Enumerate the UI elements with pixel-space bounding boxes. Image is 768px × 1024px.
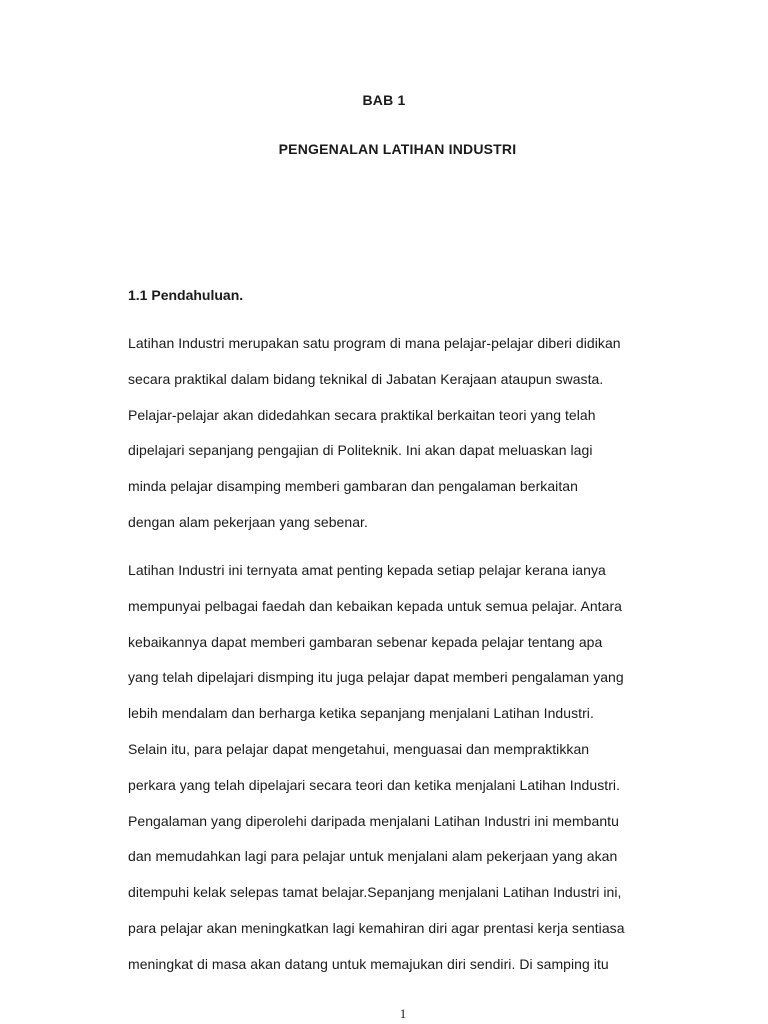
paragraph-line: minda pelajar disamping memberi gambaran dan pengalaman berkaitan [128, 478, 578, 495]
paragraph-line: mempunyai pelbagai faedah dan kebaikan kepada untuk semua pelajar. Antara [128, 597, 622, 614]
paragraph-importance [128, 561, 688, 991]
paragraph-line: dengan alam pekerjaan yang sebenar. [128, 513, 368, 530]
paragraph-line: Pengalaman yang diperolehi daripada menjalani Latihan Industri ini membantu [128, 812, 619, 829]
paragraph-line: perkara yang telah dipelajari secara teori dan ketika menjalani Latihan Industri. [128, 776, 621, 793]
paragraph-line: dan memudahkan lagi para pelajar untuk menjalani alam pekerjaan yang akan [128, 848, 618, 865]
page-number: 1 [399, 1006, 407, 1021]
chapter-label: BAB 1 [362, 92, 406, 108]
paragraph-line: Selain itu, para pelajar dapat mengetahui, menguasai dan mempraktikkan [128, 740, 590, 757]
paragraph-line: Latihan Industri ini ternyata amat penting kepada setiap pelajar kerana ianya [128, 562, 606, 578]
paragraph-line: meningkat di masa akan datang untuk memajukan diri sendiri. Di samping itu [128, 955, 609, 972]
chapter-title: PENGENALAN LATIHAN INDUSTRI [278, 141, 517, 157]
paragraph-line: para pelajar akan meningkatkan lagi kemahiran diri agar prentasi kerja sentiasa [128, 919, 625, 936]
paragraph-line: lebih mendalam dan berharga ketika sepanjang menjalani Latihan Industri. [128, 705, 594, 722]
paragraph-line: yang telah dipelajari dismping itu juga pelajar dapat memberi pengalaman yang [128, 669, 624, 686]
paragraph-line: kebaikannya dapat memberi gambaran sebenar kepada pelajar tentang apa [128, 633, 603, 650]
paragraph-line: Pelajar-pelajar akan didedahkan secara praktikal berkaitan teori yang telah [128, 406, 596, 423]
paragraph-introduction [128, 334, 688, 549]
paragraph-line: Latihan Industri merupakan satu program di mana pelajar-pelajar diberi didikan [128, 335, 621, 351]
paragraph-line: secara praktikal dalam bidang teknikal di Jabatan Kerajaan ataupun swasta. [128, 370, 604, 387]
section-heading: 1.1 Pendahuluan. [128, 287, 244, 303]
paragraph-line: dipelajari sepanjang pengajian di Politeknik. Ini akan dapat meluaskan lagi [128, 442, 593, 459]
paragraph-line: ditempuhi kelak selepas tamat belajar.Sepanjang menjalani Latihan Industri ini, [128, 884, 622, 901]
